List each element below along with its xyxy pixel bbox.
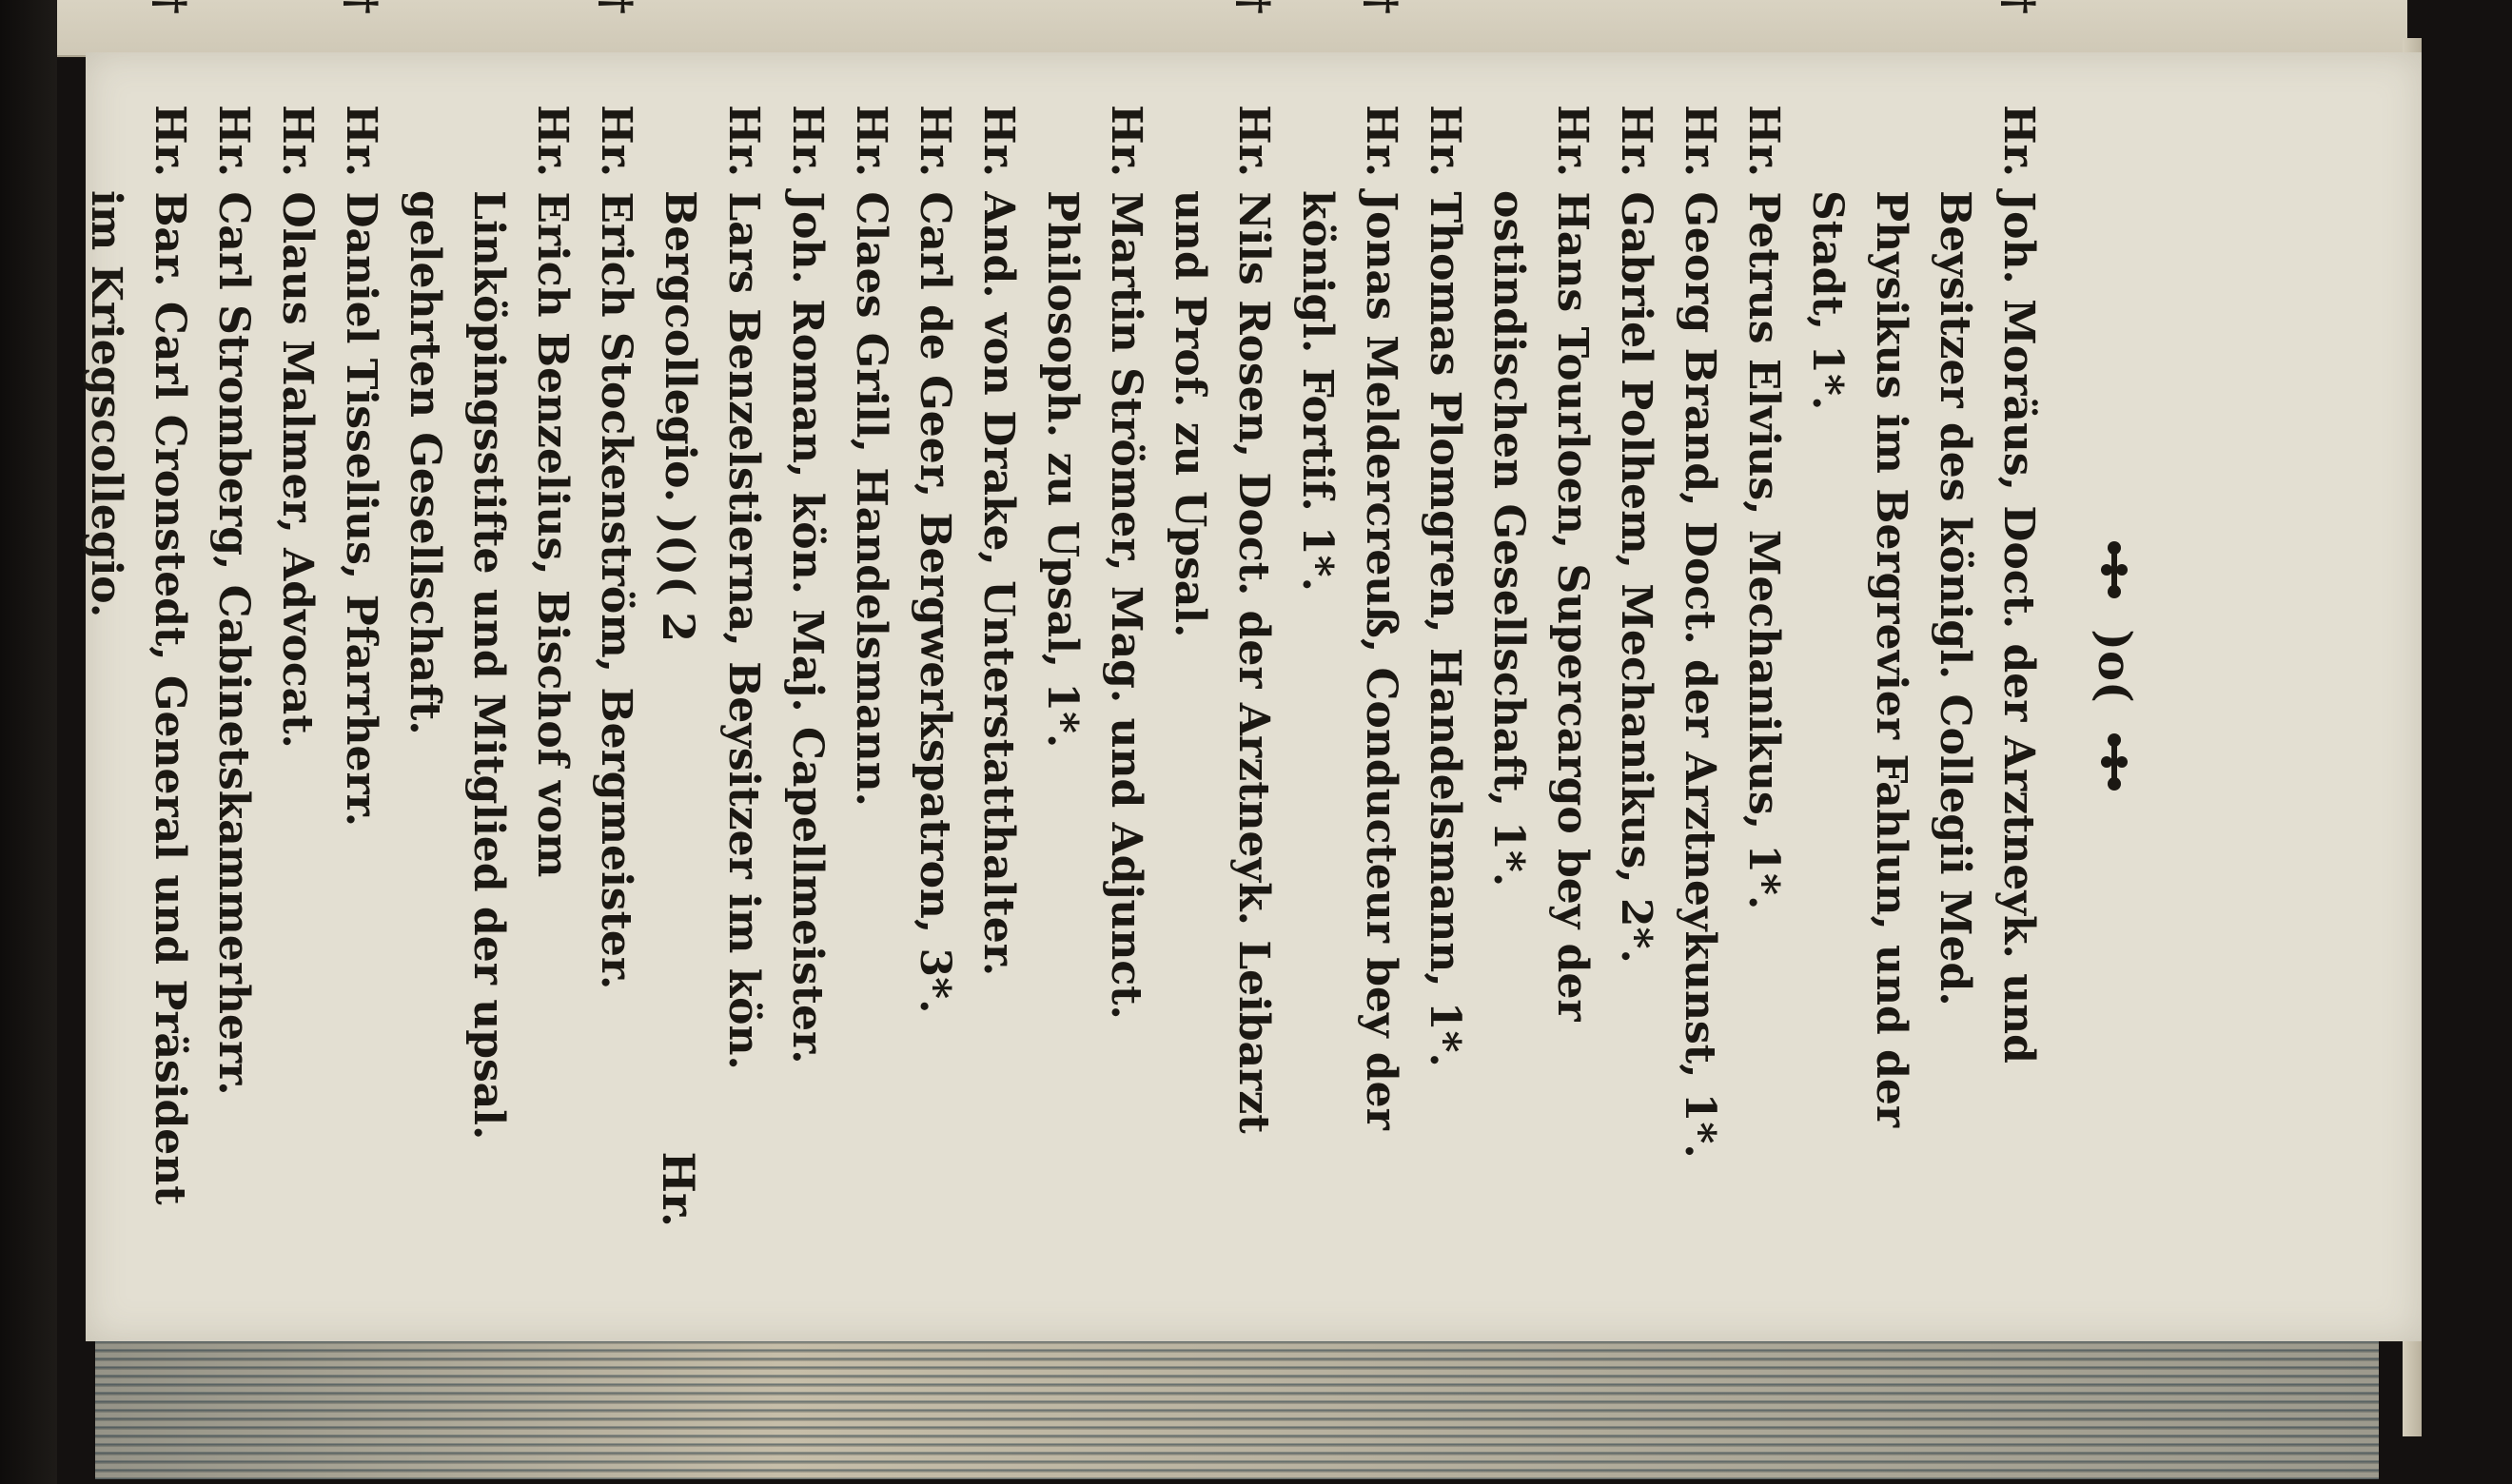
entry-text: Hr. Erich Benzelius, Bischof vom Linköpingsstifte und Mitglied der upsal. gelehrten Gesellschaft. — [401, 105, 577, 1141]
list-item — [1732, 105, 1796, 1227]
catchword: Hr. — [653, 1151, 704, 1227]
list-item — [903, 105, 967, 1227]
list-item — [1668, 105, 1732, 1227]
list-item — [1158, 105, 1285, 1227]
entry-text: Hr. Hans Tourloen, Supercargo bey der ostindischen Gesellschaft, 1*. — [1484, 105, 1597, 1022]
book-fore-edge-shade — [95, 1327, 2379, 1479]
entry-text: Hr. Carl Stromberg, Cabinetskammerherr. — [209, 105, 258, 1096]
list-item — [74, 105, 202, 1227]
member-list — [74, 105, 2051, 1227]
entry-text: Hr. Erich Stockenström, Bergmeister. — [592, 105, 640, 990]
list-item — [265, 105, 329, 1227]
list-item — [1030, 105, 1158, 1227]
entry-text: Hr. And. von Drake, Unterstatthalter. — [974, 105, 1023, 977]
list-item — [839, 105, 903, 1227]
entry-text: Hr. Bar. Carl Cronstedt, General und Präsident im Kriegscollegio. — [82, 105, 194, 1205]
entry-text: Hr. Thomas Plomgren, Handelsmann, 1*. — [1421, 105, 1469, 1067]
entry-text: Hr. Carl de Geer, Bergwerkspatron, 3*. — [911, 105, 959, 1014]
list-item — [1604, 105, 1668, 1227]
list-item — [202, 105, 265, 1227]
list-item — [393, 105, 584, 1227]
list-item — [1285, 105, 1413, 1227]
entry-text: Hr. Joh. Moräus, Doct. der Arztneyk. und Beysitzer des königl. Collegii Med. Physikus im Bergrevier Fahlun, und der Stadt, 1*. — [1803, 105, 2043, 1128]
rotated-text-block — [82, 105, 2141, 1227]
entry-text: Hr. Georg Brand, Doct. der Arztneykunst, 1*. — [1676, 105, 1724, 1159]
entry-text: Hr. Joh. Roman, kön. Maj. Capellmeister. — [783, 105, 832, 1064]
entry-text: Hr. Martin Strömer, Mag. und Adjunct. Philosoph. zu Upsal, 1*. — [1038, 105, 1150, 1020]
entry-text: Hr. Gabriel Polhem, Mechanikus, 2*. — [1612, 105, 1660, 964]
right-ornament-icon — [2098, 729, 2130, 795]
list-item — [1796, 105, 2051, 1227]
list-item — [1413, 105, 1477, 1227]
entry-text: Hr. Jonas Meldercreuß, Conducteur bey der königl. Fortif. 1*. — [1293, 105, 1405, 1130]
header-mark: )o( — [2088, 629, 2141, 703]
left-ornament-icon — [2098, 537, 2130, 603]
entry-text: Hr. Claes Grill, Handelsmann. — [847, 105, 895, 807]
list-item — [1477, 105, 1604, 1227]
page-header — [2074, 105, 2141, 1227]
entry-text: Hr. Daniel Tisselius, Pfarrherr. — [337, 105, 385, 828]
entry-text: Hr. Olaus Malmer, Advocat. — [273, 105, 322, 749]
previous-page-edge — [0, 0, 57, 1484]
entry-text: Hr. Nils Rosen, Doct. der Arztneyk. Leibarzt und Prof. zu Upsal. — [1166, 105, 1278, 1134]
signature-mark: )()( 2 — [653, 514, 704, 643]
list-item — [775, 105, 839, 1227]
entry-text: Hr. Petrus Elvius, Mechanikus, 1*. — [1739, 105, 1788, 910]
entry-text: Hr. Lars Benzelstierna, Beysitzer im kön. Bergcollegio. — [656, 105, 768, 1070]
page-footer — [638, 105, 704, 1227]
list-item — [967, 105, 1030, 1227]
list-item — [329, 105, 393, 1227]
